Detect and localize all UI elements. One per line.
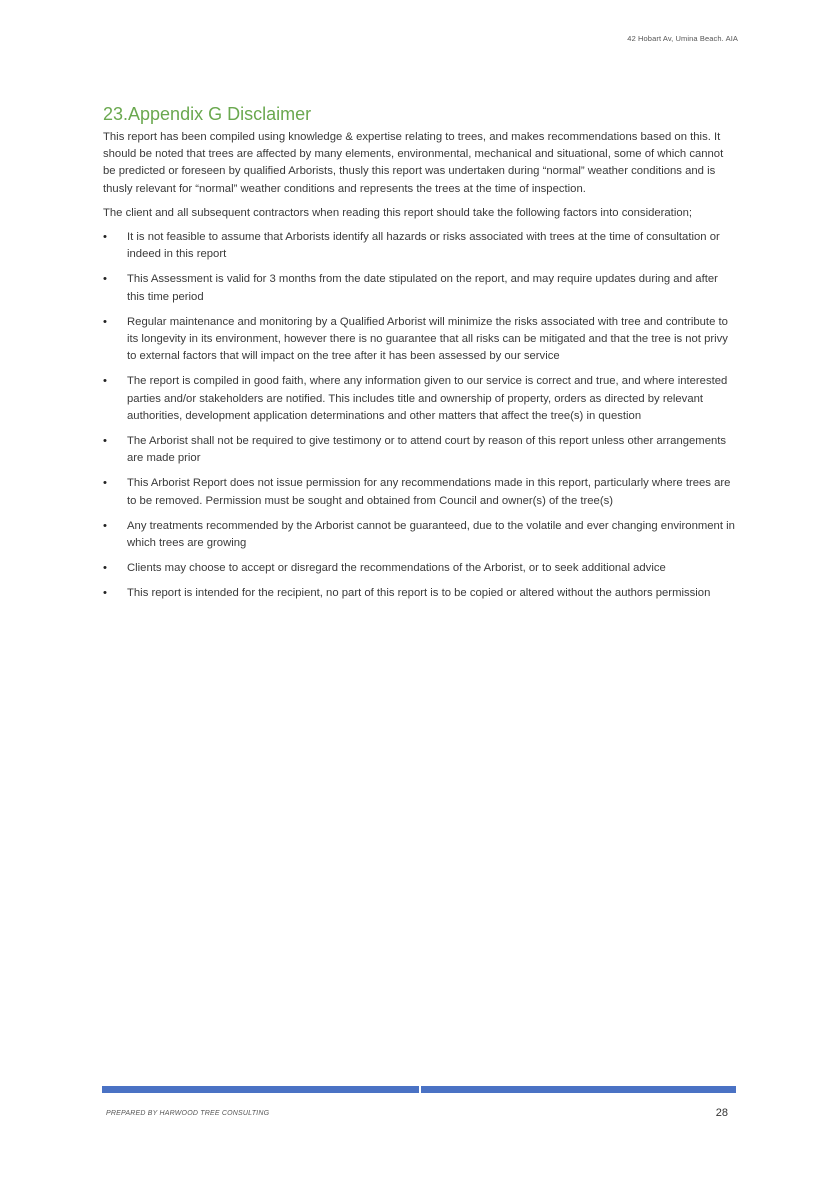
list-item-text: This Arborist Report does not issue permission for any recommendations made in this report, particularly where trees are to be removed. Permission must be sought and obtained from Council and owner(s) of the tree(s) [127,477,731,507]
list-item [103,518,737,552]
list-item [103,314,737,366]
list-item [103,433,737,467]
list-item-text: The Arborist shall not be required to give testimony or to attend court by reason of this report unless other arrangements are made prior [127,435,727,465]
bullet-icon: • [103,375,107,388]
intro-paragraph: This report has been compiled using knowledge & expertise relating to trees, and makes recommendations based on this. It should be noted that trees are affected by many elements, environmental, mechanical and situational, some of which cannot be predicted or foreseen by qualified Arborists, thusly this report was undertaken during “normal” weather conditions and is thusly relevant for “normal” weather conditions and represents the trees at the time of inspection. [103,131,724,195]
footer-bar-segment-right [421,1086,736,1093]
list-item-text: This Assessment is valid for 3 months from the date stipulated on the report, and may require updates during and after this time period [127,273,718,303]
bullet-icon: • [103,435,107,448]
list-item-text: Regular maintenance and monitoring by a Qualified Arborist will minimize the risks associated with tree and contribute to its longevity in its environment, however there is no guarantee that all risks can be mitigated and that the tree is not privy to external factors that will impact on the tree after it has been assessed by our service [127,315,728,363]
main-content [103,103,737,611]
section-title: 23.Appendix G Disclaimer [103,104,312,124]
bullet-icon: • [103,315,107,328]
list-item [103,271,737,305]
list-item-text: It is not feasible to assume that Arborists identify all hazards or risks associated with trees at the time of consultation or indeed in this report [127,231,720,261]
list-item [103,560,737,577]
lead-paragraph: The client and all subsequent contractors when reading this report should take the following factors into consideration; [103,206,693,219]
bullet-icon: • [103,231,107,244]
list-item-text: The report is compiled in good faith, where any information given to our service is correct and true, and where interested parties and/or stakeholders are notified. This includes title and ownership of property, orders as directed by relevant authorities, development application determinations and other matters that affect the tree(s) in question [127,375,728,422]
page-number: 28 [715,1107,728,1119]
list-item [103,373,737,425]
footer-bar-segment-left [102,1086,419,1093]
footer-divider-bar [102,1086,736,1093]
list-item [103,229,737,263]
header-address: 42 Hobart Av, Umina Beach. AIA [627,34,738,43]
list-item-text: This report is intended for the recipient, no part of this report is to be copied or altered without the authors permission [127,587,711,600]
bullet-icon: • [103,519,107,532]
list-item-text: Clients may choose to accept or disregard the recommendations of the Arborist, or to seek additional advice [127,562,666,575]
list-item-text: Any treatments recommended by the Arborist cannot be guaranteed, due to the volatile and ever changing environment in which trees are growing [127,519,735,550]
bullet-icon: • [103,477,107,490]
bullet-icon: • [103,587,107,600]
footer-prepared-by: PREPARED BY HARWOOD TREE CONSULTING [106,1110,270,1117]
list-item [103,475,737,509]
bullet-icon: • [103,273,107,286]
disclaimer-list [103,229,737,603]
list-item [103,585,737,602]
bullet-icon: • [103,562,107,575]
